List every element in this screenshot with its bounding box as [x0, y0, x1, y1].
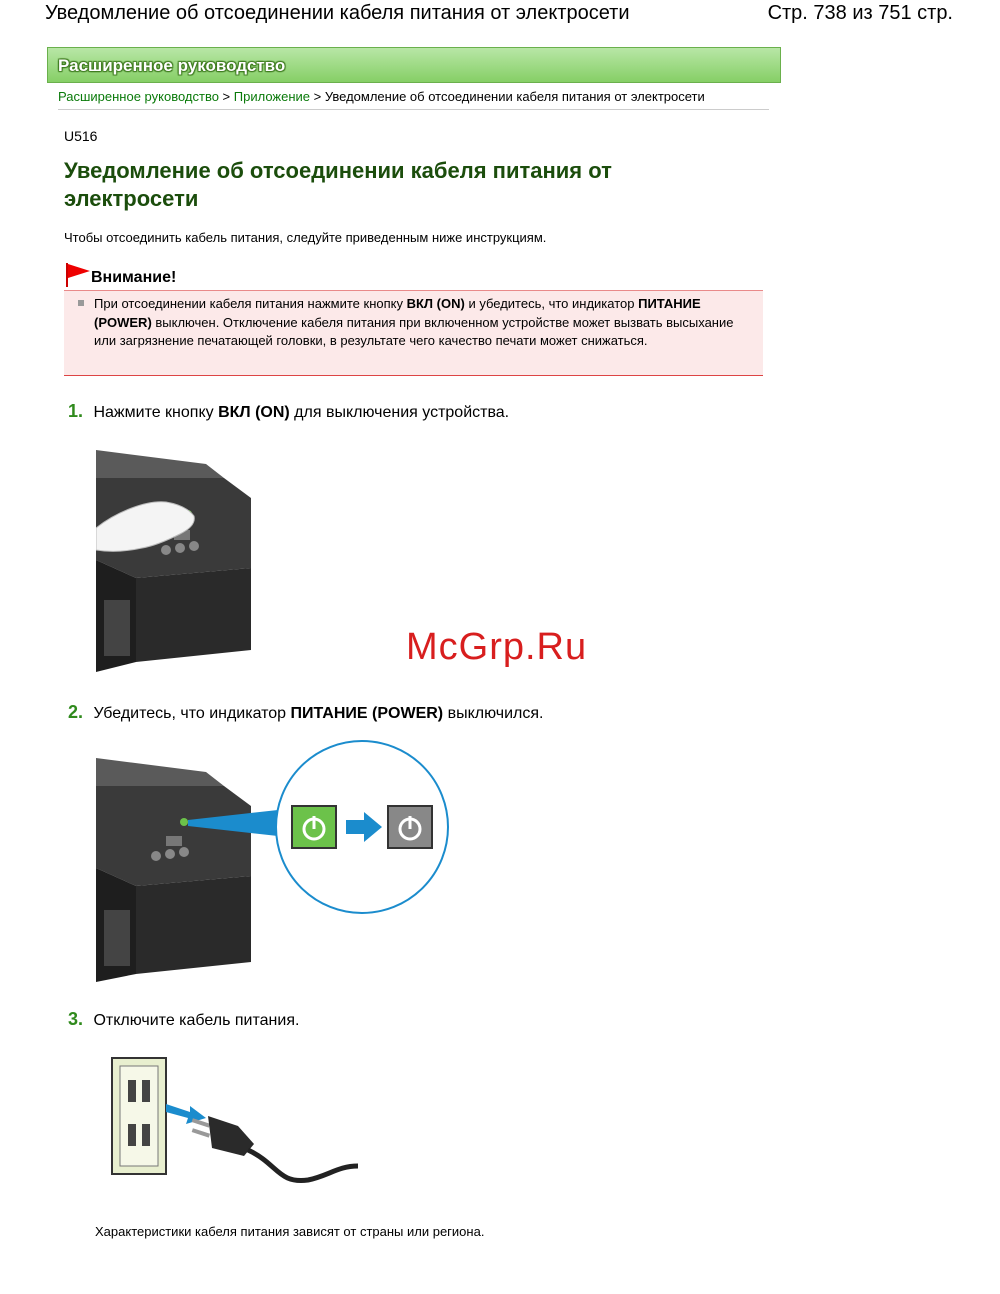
step-text-part: Отключите кабель питания. — [93, 1012, 300, 1029]
step-1 — [68, 401, 509, 422]
caution-text — [94, 295, 756, 351]
step-bold: ПИТАНИЕ (POWER) — [290, 705, 444, 722]
caution-text-part: выключен. Отключение кабеля питания при включенном устройстве может вызвать высыхание или загрязнение печатающей головки, в результате чего качество печати может снижаться. — [94, 314, 734, 348]
step-number: 2. — [68, 702, 84, 722]
step-3 — [68, 1009, 299, 1030]
page-header-title: Уведомление об отсоединении кабеля питания от электросети — [45, 2, 630, 24]
document-code: U516 — [64, 128, 98, 144]
caution-bold-power: ПИТАНИЕ (POWER) — [94, 296, 701, 330]
watermark: McGrp.Ru — [406, 626, 588, 668]
page-title: Уведомление об отсоединении кабеля питания от электросети — [64, 158, 612, 211]
footnote: Характеристики кабеля питания зависят от страны или региона. — [95, 1224, 485, 1239]
step-text-part: для выключения устройства. — [289, 404, 510, 421]
unplug-cable-image — [108, 1054, 360, 1190]
caution-title: Внимание! — [91, 269, 177, 286]
step-text-part: выключился. — [443, 705, 544, 722]
printer-press-button-image — [96, 450, 256, 674]
caution-flag-icon — [65, 263, 91, 287]
step-text-part: Убедитесь, что индикатор — [93, 705, 291, 722]
breadcrumb-separator: > — [218, 89, 234, 104]
caution-text-part: и убедитесь, что индикатор — [464, 296, 639, 311]
step-text-part: Нажмите кнопку — [93, 404, 219, 421]
breadcrumb-link-advanced-guide[interactable]: Расширенное руководство — [58, 89, 219, 104]
page-counter: Стр. 738 из 751 стр. — [767, 2, 953, 24]
step-2 — [68, 702, 543, 723]
step-text — [93, 404, 509, 421]
breadcrumb — [58, 89, 705, 104]
step-text — [93, 1012, 299, 1029]
power-indicator-image — [96, 740, 452, 984]
step-number: 3. — [68, 1009, 84, 1029]
breadcrumb-current: Уведомление об отсоединении кабеля питания от электросети — [324, 89, 705, 104]
breadcrumb-divider — [58, 109, 769, 110]
bullet-icon — [78, 300, 84, 306]
breadcrumb-link-appendix[interactable]: Приложение — [233, 89, 311, 104]
breadcrumb-separator: > — [310, 89, 325, 104]
caution-text-part: При отсоединении кабеля питания нажмите кнопку — [94, 296, 407, 311]
intro-text: Чтобы отсоединить кабель питания, следуйте приведенным ниже инструкциям. — [64, 230, 547, 245]
step-bold: ВКЛ (ON) — [218, 404, 290, 421]
caution-bold-on: ВКЛ (ON) — [406, 296, 465, 311]
step-number: 1. — [68, 401, 84, 421]
section-banner — [47, 47, 781, 83]
step-text — [93, 705, 543, 722]
banner-label: Расширенное руководство — [58, 56, 286, 75]
